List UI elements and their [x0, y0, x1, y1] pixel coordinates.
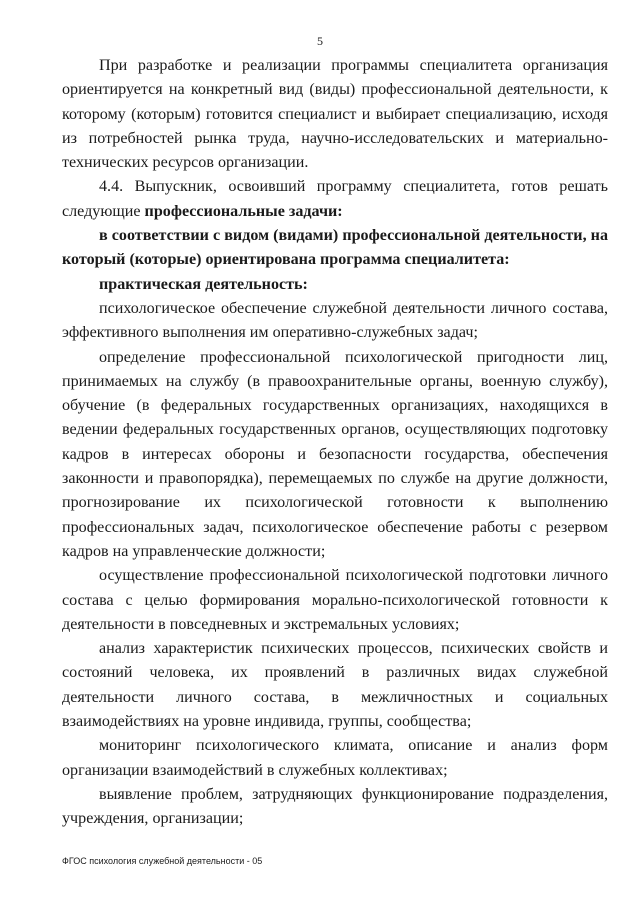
- paragraph-graduate-tasks: [62, 175, 608, 224]
- task-item: психологическое обеспечение служебной деятельности личного состава, эффективного выполнения им оперативно-служебных задач;: [62, 299, 608, 342]
- page-footer: ФГОС психология служебной деятельности - 05: [62, 856, 263, 866]
- paragraph-program-orientation: При разработке и реализации программы специалитета организация ориентируется на конкретный вид (виды) профессиональной деятельности, к которому (которым) готовится специалист и выбирает специализацию, исходя из потребностей рынка труда, научно-исследовательских и материально-технических ресурсов организации.: [62, 57, 608, 172]
- task-item: анализ характеристик психических процессов, психических свойств и состояний человека, их проявлений в различных видах служебной деятельности личного состава, в межличностных и социальных взаимодействиях на уровне индивида, группы, сообщества;: [62, 640, 608, 731]
- task-item: определение профессиональной психологической пригодности лиц, принимаемых на службу (в правоохранительные органы, военную службу), обучение (в федеральных государственных организациях, находящихся в ведении федеральных государственных органов, осуществляющих подготовку кадров в интересах обороны и безопасности государства, обеспечения законности и правопорядка), перемещаемых по службе на другие должности, прогнозирование их психологической готовности к выполнению профессиональных задач, психологическое обеспечение работы с резервом кадров на управленческие должности;: [62, 348, 608, 560]
- task-item: выявление проблем, затрудняющих функционирование подразделения, учреждения, организации;: [62, 785, 608, 828]
- practical-activity-heading: практическая деятельность:: [99, 275, 308, 293]
- professional-tasks-heading: профессиональные задачи:: [144, 202, 343, 220]
- paragraph-activity-types: [62, 224, 608, 273]
- graduate-tasks-text: 4.4. Выпускник, освоивший программу специалитета, готов решать следующие: [62, 178, 608, 220]
- task-item: осуществление профессиональной психологической подготовки личного состава с целью формирования морально-психологической готовности к деятельности в повседневных и экстремальных условиях;: [62, 567, 608, 633]
- document-body: [62, 54, 608, 832]
- paragraph-practical-activity: [62, 273, 608, 297]
- task-item: мониторинг психологического климата, описание и анализ форм организации взаимодействий в служебных коллективах;: [62, 737, 608, 779]
- page-number: 5: [317, 34, 323, 48]
- activity-types-heading: в соответствии с видом (видами) профессиональной деятельности, на который (которые) ориентирована программа специалитета:: [62, 227, 608, 269]
